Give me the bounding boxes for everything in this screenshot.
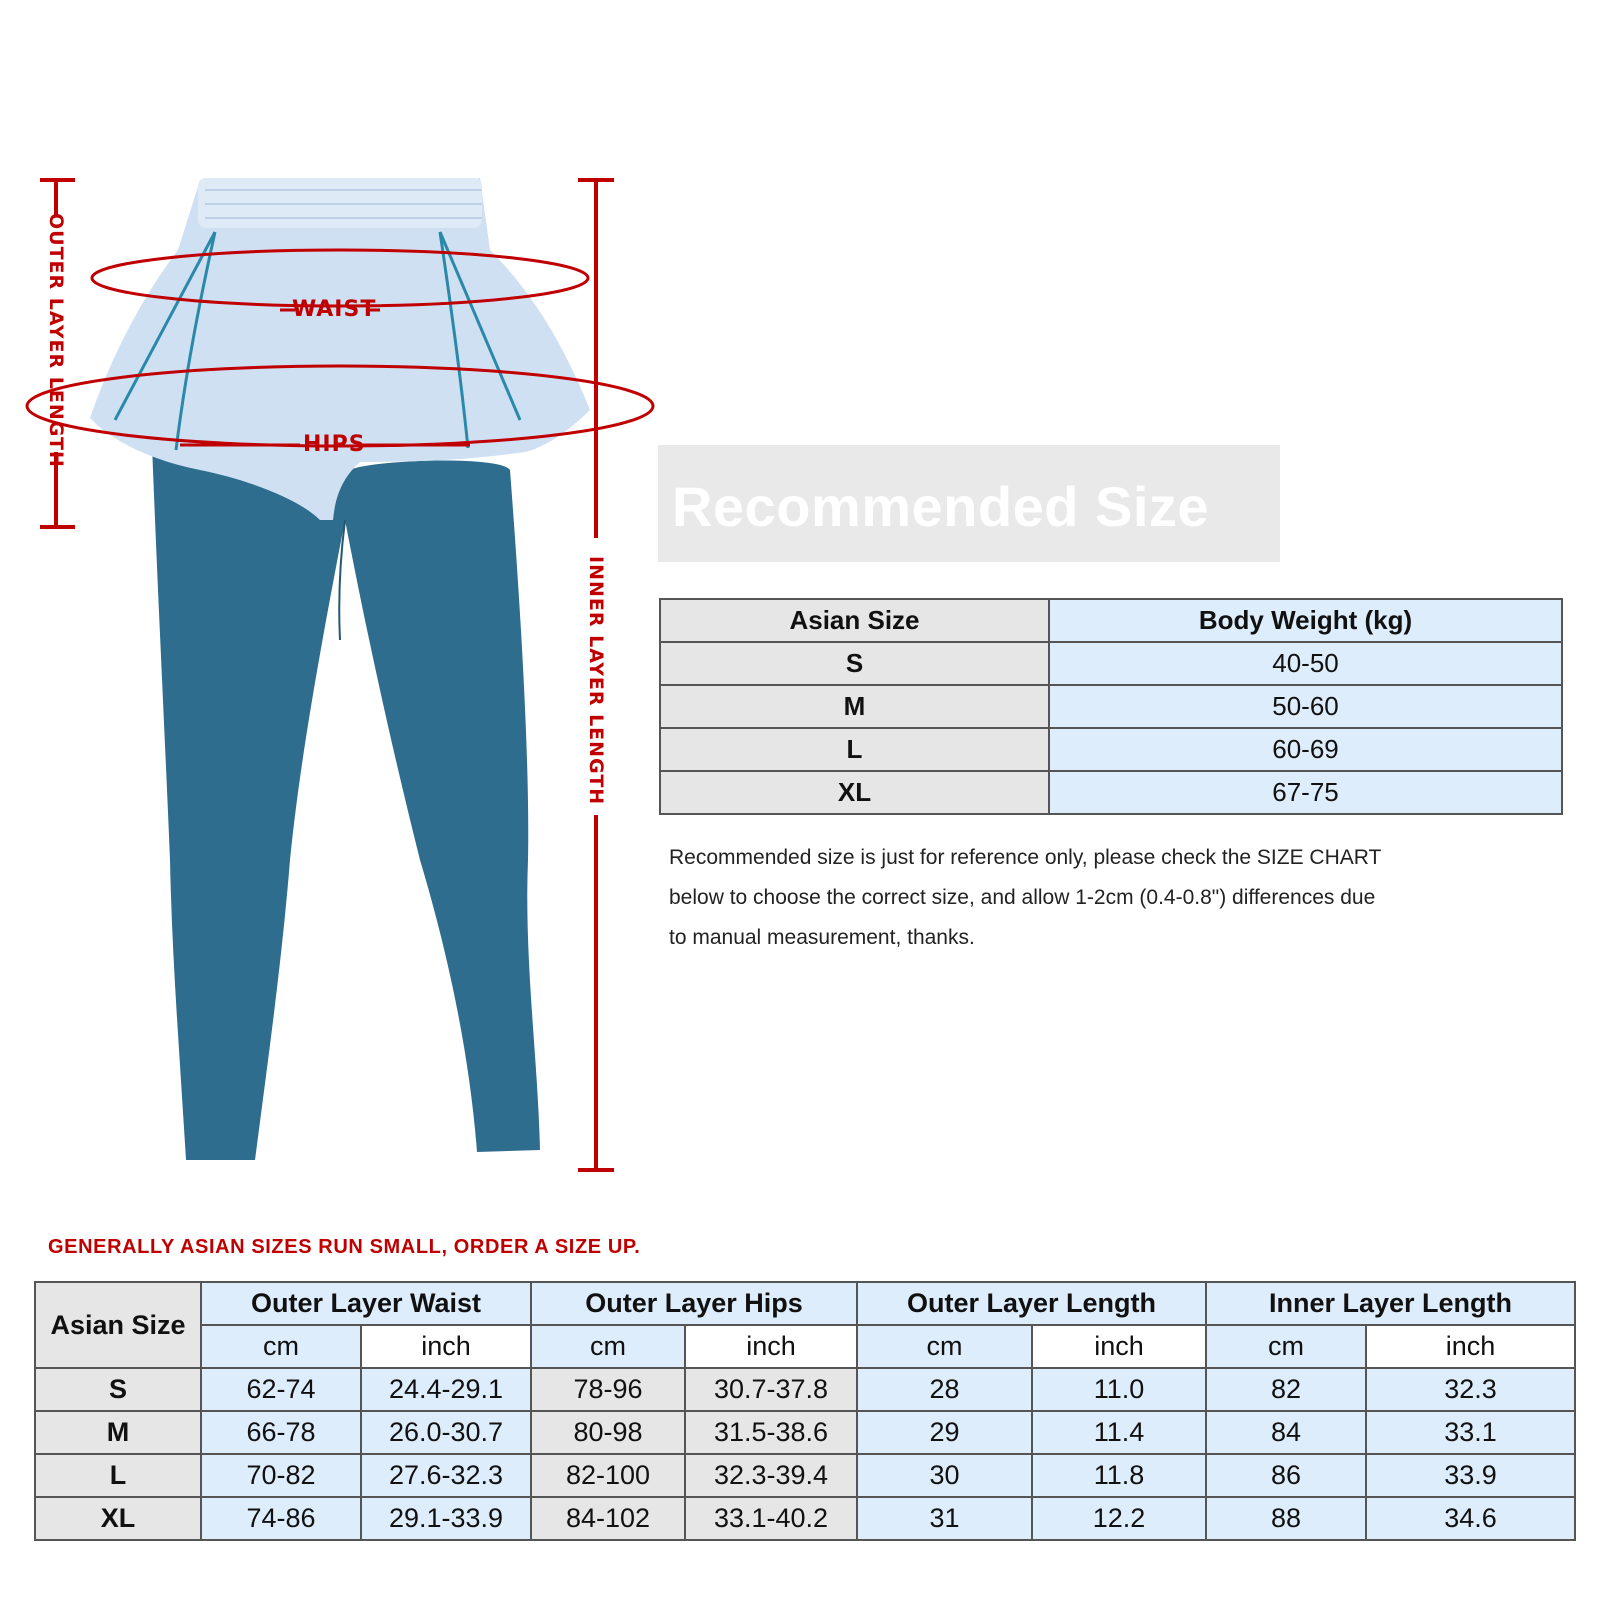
value-cell: 31 xyxy=(857,1497,1032,1540)
weight-cell: 60-69 xyxy=(1049,728,1562,771)
leggings-illustration xyxy=(152,443,540,1160)
header-asian-size: Asian Size xyxy=(660,599,1049,642)
value-cell: 80-98 xyxy=(531,1411,685,1454)
size-cell: XL xyxy=(660,771,1049,814)
value-cell: 74-86 xyxy=(201,1497,361,1540)
size-cell: XL xyxy=(35,1497,201,1540)
unit-cell: cm xyxy=(857,1325,1032,1368)
waist-label: WAIST xyxy=(292,297,377,322)
value-cell: 26.0-30.7 xyxy=(361,1411,531,1454)
table-row xyxy=(660,728,1562,771)
group-outer-hips: Outer Layer Hips xyxy=(531,1282,857,1325)
value-cell: 11.8 xyxy=(1032,1454,1206,1497)
group-outer-waist: Outer Layer Waist xyxy=(201,1282,531,1325)
value-cell: 33.9 xyxy=(1366,1454,1575,1497)
weight-cell: 50-60 xyxy=(1049,685,1562,728)
value-cell: 29.1-33.9 xyxy=(361,1497,531,1540)
value-cell: 29 xyxy=(857,1411,1032,1454)
value-cell: 84-102 xyxy=(531,1497,685,1540)
value-cell: 62-74 xyxy=(201,1368,361,1411)
value-cell: 33.1-40.2 xyxy=(685,1497,857,1540)
recommended-size-table xyxy=(659,598,1563,815)
unit-cell: inch xyxy=(361,1325,531,1368)
group-inner-length: Inner Layer Length xyxy=(1206,1282,1575,1325)
value-cell: 11.0 xyxy=(1032,1368,1206,1411)
size-cell: S xyxy=(35,1368,201,1411)
size-cell: M xyxy=(35,1411,201,1454)
group-header-row xyxy=(35,1282,1575,1325)
unit-cell: cm xyxy=(201,1325,361,1368)
value-cell: 34.6 xyxy=(1366,1497,1575,1540)
header-body-weight: Body Weight (kg) xyxy=(1049,599,1562,642)
value-cell: 32.3-39.4 xyxy=(685,1454,857,1497)
value-cell: 12.2 xyxy=(1032,1497,1206,1540)
size-cell: M xyxy=(660,685,1049,728)
unit-header-row xyxy=(35,1325,1575,1368)
table-row xyxy=(35,1411,1575,1454)
table-row xyxy=(35,1454,1575,1497)
value-cell: 11.4 xyxy=(1032,1411,1206,1454)
table-row xyxy=(35,1368,1575,1411)
value-cell: 30 xyxy=(857,1454,1032,1497)
value-cell: 28 xyxy=(857,1368,1032,1411)
product-diagram xyxy=(0,0,660,1180)
value-cell: 32.3 xyxy=(1366,1368,1575,1411)
unit-cell: inch xyxy=(1366,1325,1575,1368)
size-chart-table xyxy=(34,1281,1576,1541)
value-cell: 84 xyxy=(1206,1411,1366,1454)
header-asian-size: Asian Size xyxy=(35,1282,201,1368)
table-header-row xyxy=(660,599,1562,642)
size-cell: L xyxy=(35,1454,201,1497)
value-cell: 88 xyxy=(1206,1497,1366,1540)
value-cell: 33.1 xyxy=(1366,1411,1575,1454)
value-cell: 24.4-29.1 xyxy=(361,1368,531,1411)
table-row xyxy=(660,685,1562,728)
value-cell: 82-100 xyxy=(531,1454,685,1497)
value-cell: 70-82 xyxy=(201,1454,361,1497)
hips-label: HIPS xyxy=(303,432,366,457)
value-cell: 78-96 xyxy=(531,1368,685,1411)
recommended-note: Recommended size is just for reference only, please check the SIZE CHART below to choose the correct size, and allow 1-2cm (0.4-0.8") differences due to manual measurement, thanks. xyxy=(669,846,1381,949)
recommended-title: Recommended Size xyxy=(672,475,1210,538)
value-cell: 27.6-32.3 xyxy=(361,1454,531,1497)
value-cell: 86 xyxy=(1206,1454,1366,1497)
table-row xyxy=(35,1497,1575,1540)
unit-cell: cm xyxy=(1206,1325,1366,1368)
table-row xyxy=(660,642,1562,685)
value-cell: 31.5-38.6 xyxy=(685,1411,857,1454)
unit-cell: inch xyxy=(685,1325,857,1368)
value-cell: 82 xyxy=(1206,1368,1366,1411)
value-cell: 30.7-37.8 xyxy=(685,1368,857,1411)
value-cell: 66-78 xyxy=(201,1411,361,1454)
weight-cell: 67-75 xyxy=(1049,771,1562,814)
inner-length-label: INNER LAYER LENGTH xyxy=(585,556,607,806)
size-warning: GENERALLY ASIAN SIZES RUN SMALL, ORDER A SIZE UP. xyxy=(48,1236,641,1258)
table-row xyxy=(660,771,1562,814)
unit-cell: cm xyxy=(531,1325,685,1368)
outer-length-label: OUTER LAYER LENGTH xyxy=(45,213,67,468)
size-cell: L xyxy=(660,728,1049,771)
group-outer-length: Outer Layer Length xyxy=(857,1282,1206,1325)
weight-cell: 40-50 xyxy=(1049,642,1562,685)
unit-cell: inch xyxy=(1032,1325,1206,1368)
size-cell: S xyxy=(660,642,1049,685)
